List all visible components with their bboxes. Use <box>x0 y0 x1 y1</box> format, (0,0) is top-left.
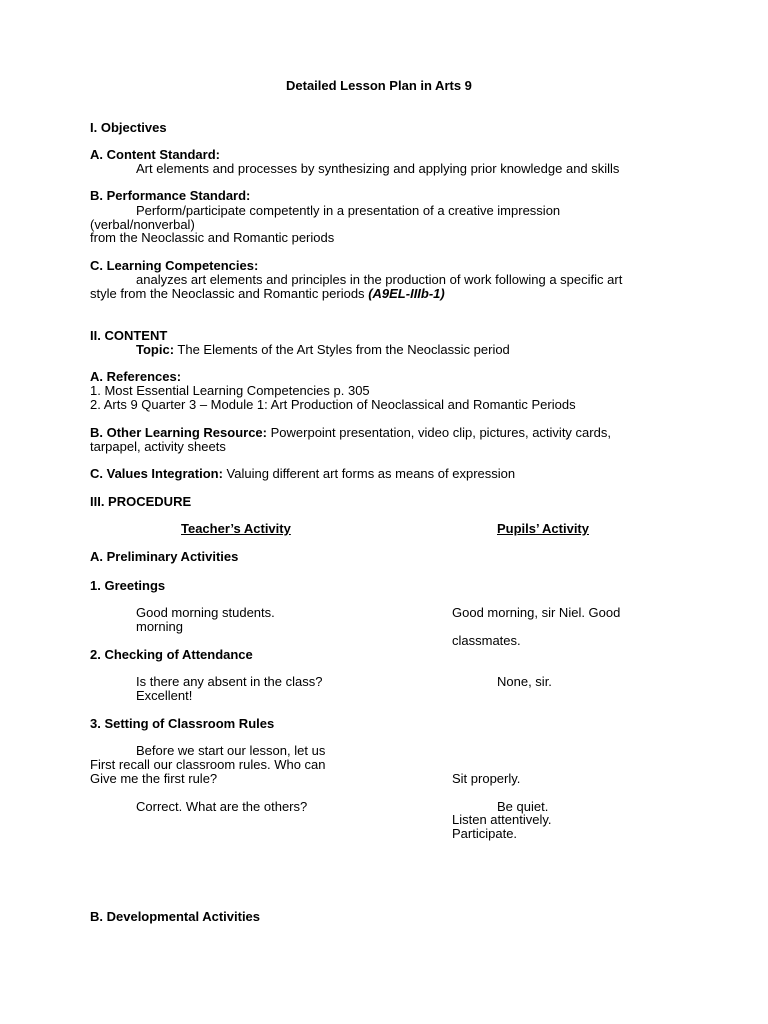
topic-line <box>136 343 510 357</box>
other-resource-label: B. Other Learning Resource: <box>90 425 267 440</box>
rules-pupil-line4: Participate. <box>452 826 518 841</box>
learning-competencies-label: C. Learning Competencies: <box>90 258 259 273</box>
content-heading: II. CONTENT <box>90 328 168 343</box>
topic-text: The Elements of the Art Styles from the Neoclassic period <box>177 342 510 357</box>
procedure-heading: III. PROCEDURE <box>90 494 192 509</box>
topic-label: Topic: <box>136 342 175 357</box>
other-resource-text: Powerpoint presentation, video clip, pictures, activity cards, <box>270 425 611 440</box>
rules-pupil-line2: Be quiet. <box>497 799 549 814</box>
competency-code: (A9EL-IIIb-1) <box>368 286 445 301</box>
learning-competencies-line1: analyzes art elements and principles in the production of work following a specific art <box>136 272 623 287</box>
greetings-teacher-line1: Good morning students. <box>136 605 275 620</box>
performance-standard-line3: from the Neoclassic and Romantic periods <box>90 230 335 245</box>
rules-teacher-line3: Give me the first rule? <box>90 771 218 786</box>
learning-competencies-line2 <box>90 287 445 301</box>
greetings-pupil-line1: Good morning, sir Niel. Good <box>452 605 621 620</box>
performance-standard-label: B. Performance Standard: <box>90 188 251 203</box>
rules-pupil-line1: Sit properly. <box>452 771 521 786</box>
teacher-activity-header: Teacher’s Activity <box>181 521 291 536</box>
content-standard-label: A. Content Standard: <box>90 147 220 162</box>
attendance-teacher-line2: Excellent! <box>136 688 193 703</box>
reference-item: 1. Most Essential Learning Competencies p. 305 <box>90 383 370 398</box>
learning-competencies-line2-text: style from the Neoclassic and Romantic periods <box>90 286 365 301</box>
preliminary-heading: A. Preliminary Activities <box>90 549 239 564</box>
performance-standard-line1: Perform/participate competently in a presentation of a creative impression <box>136 203 561 218</box>
rules-heading: 3. Setting of Classroom Rules <box>90 716 275 731</box>
greetings-teacher-line2: morning <box>136 619 183 634</box>
attendance-heading: 2. Checking of Attendance <box>90 647 253 662</box>
attendance-teacher-line1: Is there any absent in the class? <box>136 674 323 689</box>
developmental-heading: B. Developmental Activities <box>90 909 261 924</box>
greetings-pupil-line2: classmates. <box>452 633 521 648</box>
rules-teacher-line2: First recall our classroom rules. Who can <box>90 757 326 772</box>
rules-teacher-line1: Before we start our lesson, let us <box>136 743 326 758</box>
rules-teacher-line4: Correct. What are the others? <box>136 799 308 814</box>
references-label: A. References: <box>90 369 182 384</box>
pupil-activity-header: Pupils’ Activity <box>497 521 589 536</box>
reference-item: 2. Arts 9 Quarter 3 – Module 1: Art Production of Neoclassical and Romantic Periods <box>90 397 576 412</box>
rules-pupil-line3: Listen attentively. <box>452 812 552 827</box>
page-title: Detailed Lesson Plan in Arts 9 <box>286 78 472 93</box>
other-resource-line1 <box>90 426 611 440</box>
values-integration-text: Valuing different art forms as means of expression <box>226 466 516 481</box>
objectives-heading: I. Objectives <box>90 120 167 135</box>
greetings-heading: 1. Greetings <box>90 578 166 593</box>
other-resource-line2: tarpapel, activity sheets <box>90 439 226 454</box>
values-integration-line <box>90 467 515 481</box>
content-standard-text: Art elements and processes by synthesizing and applying prior knowledge and skills <box>136 161 620 176</box>
performance-standard-line2: (verbal/nonverbal) <box>90 217 195 232</box>
values-integration-label: C. Values Integration: <box>90 466 223 481</box>
attendance-pupil-line1: None, sir. <box>497 674 552 689</box>
